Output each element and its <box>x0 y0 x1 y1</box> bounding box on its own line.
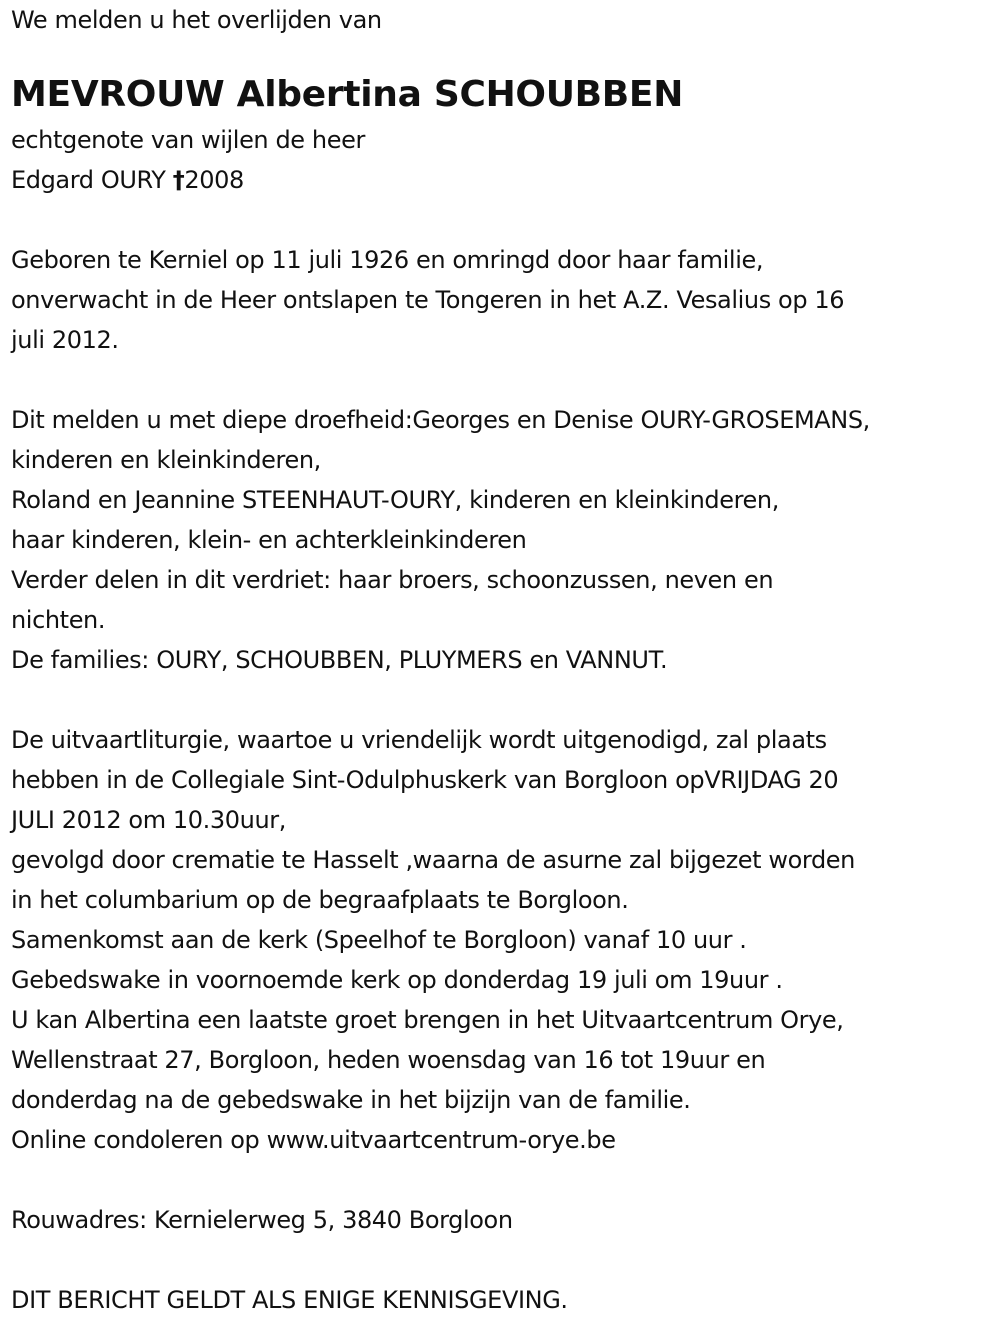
funeral-line: De uitvaartliturgie, waartoe u vriendelijk wordt uitgenodigd, zal plaats <box>11 726 827 754</box>
funeral-line: U kan Albertina een laatste groet brengen in het Uitvaartcentrum Orye, <box>11 1006 844 1034</box>
mourning-address: Rouwadres: Kernielerweg 5, 3840 Borgloon <box>11 1206 513 1234</box>
funeral-line: gevolgd door crematie te Hasselt ,waarna de asurne zal bijgezet worden <box>11 846 855 874</box>
funeral-line: Wellenstraat 27, Borgloon, heden woensdag van 16 tot 19uur en <box>11 1046 766 1074</box>
spacer <box>11 1240 1000 1280</box>
family-line: Verder delen in dit verdriet: haar broers, schoonzussen, neven en <box>11 566 774 594</box>
family-line: nichten. <box>11 606 106 634</box>
spouse-line: echtgenote van wijlen de heer <box>11 126 365 154</box>
spacer <box>11 680 1000 720</box>
spacer <box>11 360 1000 400</box>
spacer <box>11 200 1000 240</box>
funeral-line: Samenkomst aan de kerk (Speelhof te Borgloon) vanaf 10 uur . <box>11 926 747 954</box>
birth-line: Geboren te Kerniel op 11 juli 1926 en omringd door haar familie, <box>11 246 764 274</box>
spouse-death-year: 2008 <box>184 166 244 194</box>
cross-icon: † <box>172 166 185 194</box>
deceased-name: MEVROUW Albertina SCHOUBBEN <box>11 74 684 115</box>
funeral-line: hebben in de Collegiale Sint-Odulphuskerk van Borgloon opVRIJDAG 20 <box>11 766 839 794</box>
intro-text: We melden u het overlijden van <box>11 6 382 34</box>
spacer <box>11 1160 1000 1200</box>
family-line: Dit melden u met diepe droefheid:Georges en Denise OURY-GROSEMANS, <box>11 406 870 434</box>
funeral-paragraph <box>11 720 1000 1160</box>
family-line: De families: OURY, SCHOUBBEN, PLUYMERS en VANNUT. <box>11 646 668 674</box>
family-line: Roland en Jeannine STEENHAUT-OURY, kinderen en kleinkinderen, <box>11 486 779 514</box>
closing-notice: DIT BERICHT GELDT ALS ENIGE KENNISGEVING. <box>11 1286 568 1314</box>
funeral-line: JULI 2012 om 10.30uur, <box>11 806 286 834</box>
funeral-line: in het columbarium op de begraafplaats te Borgloon. <box>11 886 629 914</box>
birth-line: juli 2012. <box>11 326 119 354</box>
funeral-line: donderdag na de gebedswake in het bijzijn van de familie. <box>11 1086 691 1114</box>
family-line: kinderen en kleinkinderen, <box>11 446 321 474</box>
birth-line: onverwacht in de Heer ontslapen te Tongeren in het A.Z. Vesalius op 16 <box>11 286 845 314</box>
family-paragraph <box>11 400 1000 680</box>
funeral-line: Gebedswake in voornoemde kerk op donderdag 19 juli om 19uur . <box>11 966 783 994</box>
condolence-line: Online condoleren op www.uitvaartcentrum-orye.be <box>11 1126 616 1154</box>
family-line: haar kinderen, klein- en achterkleinkinderen <box>11 526 527 554</box>
spouse-name-line <box>11 160 1000 200</box>
birth-paragraph <box>11 240 1000 360</box>
spouse-name: Edgard OURY <box>11 166 173 194</box>
